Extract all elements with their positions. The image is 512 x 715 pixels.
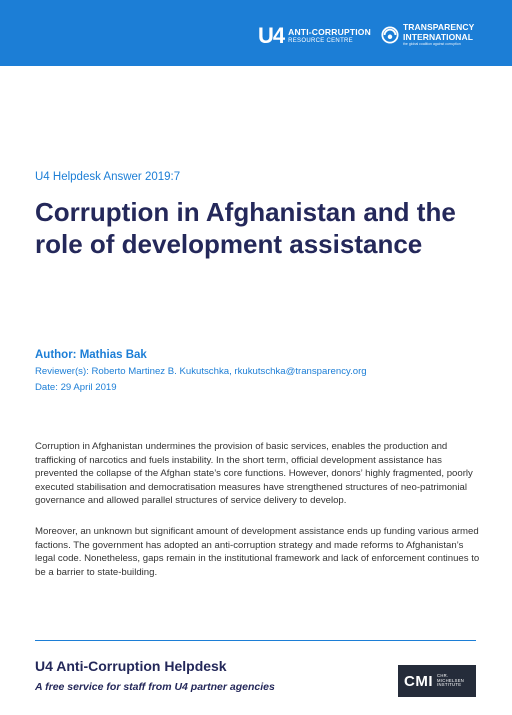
- ti-logo-text: [403, 23, 474, 47]
- abstract: [35, 440, 481, 596]
- cmi-logo-line3: INSTITUTE: [437, 682, 462, 688]
- document-title: Corruption in Afghanistan and the role of development assistance: [35, 197, 456, 259]
- u4-logo-mark: U4: [258, 23, 285, 48]
- series-label: U4 Helpdesk Answer 2019:7: [35, 171, 181, 183]
- u4-logo-line2: RESOURCE CENTRE: [288, 38, 353, 45]
- cmi-logo-text: [437, 674, 464, 687]
- footer-subtitle: A free service for staff from U4 partner agencies: [35, 681, 275, 693]
- document-meta: [35, 347, 485, 396]
- u4-logo-text: [288, 28, 371, 45]
- reviewers-line: Reviewer(s): Roberto Martinez B. Kukutschka, rkukutschka@transparency.org: [35, 366, 367, 377]
- ti-globe-icon: [381, 26, 399, 44]
- u4-logo[interactable]: [258, 24, 371, 48]
- author-line: Author: Mathias Bak: [35, 349, 147, 361]
- cmi-logo-mark: CMI: [404, 672, 433, 690]
- footer-divider: [35, 640, 476, 641]
- cmi-logo-line1: CHR.: [437, 673, 449, 679]
- cmi-logo-line2: MICHELSEN: [437, 677, 465, 683]
- cmi-logo[interactable]: [398, 665, 476, 697]
- ti-logo-line2: INTERNATIONAL: [403, 31, 474, 42]
- transparency-international-logo[interactable]: [381, 22, 474, 48]
- ti-logo-line1: TRANSPARENCY: [403, 22, 475, 33]
- u4-logo-line1: ANTI-CORRUPTION: [288, 26, 371, 37]
- ti-logo-tagline: the global coalition against corruption: [403, 42, 461, 47]
- header-bar: [0, 0, 512, 66]
- abstract-paragraph: Moreover, an unknown but significant amount of development assistance ends up funding various armed factions. The government has adopted an anti-corruption strategy and made reforms to Afghanistan’s legal code. Nonetheless, gaps remain in the institutional framework and lack of enforcement continues to be a barrier to state-building.: [35, 525, 480, 578]
- abstract-paragraph: Corruption in Afghanistan undermines the provision of basic services, enables the production and trafficking of narcotics and fuels instability. In the short term, official development assistance has prevented the collapse of the Afghan state’s core functions. However, donors’ highly fragmented, poorly executed stabilisation and democratisation measures have strengthened structures of neo-patrimonial governance and allowed parallel structures of service delivery to develop.: [35, 441, 473, 507]
- date-line: Date: 29 April 2019: [35, 382, 117, 393]
- footer-title: U4 Anti-Corruption Helpdesk: [35, 658, 227, 674]
